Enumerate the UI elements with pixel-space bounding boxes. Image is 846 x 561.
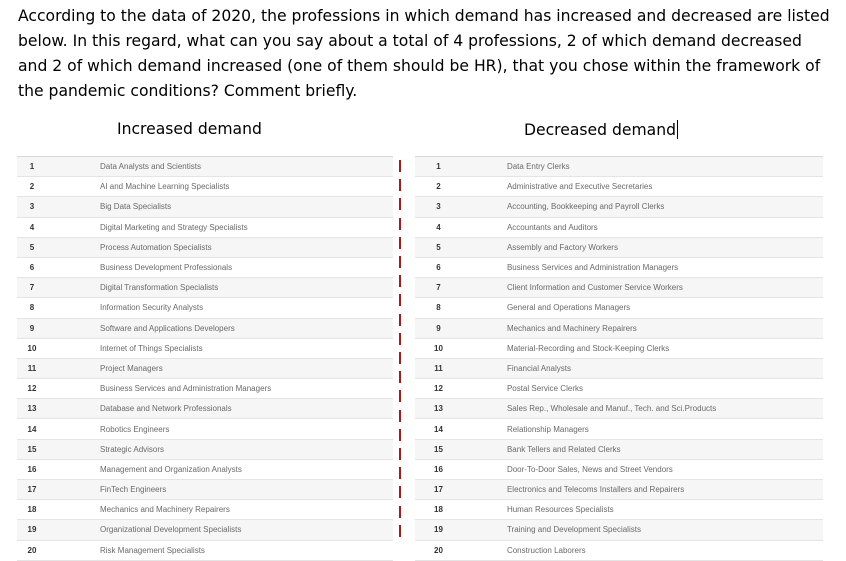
rank-number: 4	[29, 222, 35, 232]
divider-mark	[399, 390, 401, 402]
rank-number: 12	[27, 384, 37, 394]
profession-name: Strategic Advisors	[100, 444, 165, 454]
table-row	[17, 278, 393, 298]
table-row	[415, 520, 823, 540]
rank-number: 8	[29, 303, 35, 313]
rank-number: 16	[434, 464, 443, 474]
profession-name: Human Resources Specialists	[506, 505, 614, 515]
profession-name: Construction Laborers	[506, 545, 586, 555]
divider-mark	[399, 314, 401, 326]
rank-number: 19	[27, 525, 37, 535]
increased-demand-table	[17, 156, 393, 561]
rank-number: 14	[27, 424, 37, 434]
profession-name: General and Operations Managers	[506, 303, 631, 313]
rank-number: 20	[434, 545, 443, 555]
divider-mark	[399, 179, 401, 191]
profession-name: Accountants and Auditors	[506, 222, 598, 232]
divider-mark	[399, 275, 401, 287]
profession-name: Big Data Specialists	[100, 202, 172, 212]
rank-number: 7	[29, 283, 35, 293]
rank-number: 13	[27, 404, 37, 414]
table-row	[17, 379, 393, 399]
rank-number: 13	[434, 404, 443, 414]
rank-number: 15	[434, 444, 443, 454]
profession-name: Risk Management Specialists	[100, 545, 205, 555]
profession-name: Administrative and Executive Secretaries	[506, 182, 653, 192]
rank-number: 12	[434, 384, 443, 394]
divider-mark	[399, 371, 401, 383]
divider-mark	[399, 486, 401, 498]
rank-number: 11	[27, 363, 37, 373]
table-row	[415, 258, 823, 278]
table-row	[17, 218, 393, 238]
rank-number: 9	[29, 323, 35, 333]
table-row	[415, 278, 823, 298]
profession-name: Internet of Things Specialists	[100, 343, 203, 353]
table-row	[415, 399, 823, 419]
rank-number: 17	[434, 485, 443, 495]
table-row	[415, 460, 823, 480]
table-row	[415, 218, 823, 238]
profession-name: Business Development Professionals	[100, 263, 233, 273]
divider-mark	[399, 237, 401, 249]
rank-number: 9	[436, 323, 441, 333]
profession-name: Financial Analysts	[506, 363, 571, 373]
rank-number: 10	[434, 343, 443, 353]
divider-mark	[399, 410, 401, 422]
profession-name: Material-Recording and Stock-Keeping Clerks	[506, 343, 670, 353]
divider-mark	[399, 525, 401, 537]
divider-mark	[399, 160, 401, 172]
rank-number: 17	[27, 485, 37, 495]
profession-name: Data Analysts and Scientists	[100, 162, 201, 172]
divider-mark	[399, 294, 401, 306]
rank-number: 2	[29, 182, 35, 192]
table-row	[17, 359, 393, 379]
table-row	[17, 460, 393, 480]
table-row	[415, 298, 823, 318]
table-row	[17, 480, 393, 500]
rank-number: 2	[436, 182, 441, 192]
profession-name: Business Services and Administration Managers	[100, 384, 272, 394]
rank-number: 3	[29, 202, 35, 212]
profession-name: Software and Applications Developers	[100, 323, 235, 333]
rank-number: 11	[434, 363, 443, 373]
profession-name: Sales Rep., Wholesale and Manuf., Tech. and Sci.Products	[506, 404, 717, 414]
rank-number: 1	[29, 162, 35, 172]
rank-number: 18	[27, 505, 37, 515]
divider-mark	[399, 218, 401, 230]
rank-number: 18	[434, 505, 443, 515]
profession-name: Digital Marketing and Strategy Specialists	[100, 222, 248, 232]
decreased-demand-table	[415, 156, 823, 561]
profession-name: Database and Network Professionals	[100, 404, 232, 414]
rank-number: 8	[436, 303, 441, 313]
rank-number: 5	[436, 242, 441, 252]
table-row	[415, 177, 823, 197]
profession-name: Relationship Managers	[506, 424, 589, 434]
divider-mark	[399, 333, 401, 345]
table-row	[17, 399, 393, 419]
profession-name: Project Managers	[100, 363, 163, 373]
profession-name: Information Security Analysts	[100, 303, 204, 313]
rank-number: 14	[434, 424, 443, 434]
table-row	[415, 379, 823, 399]
table-row	[415, 500, 823, 520]
rank-number: 4	[436, 222, 441, 232]
rank-number: 1	[436, 162, 441, 172]
rank-number: 20	[27, 545, 37, 555]
profession-name: Mechanics and Machinery Repairers	[100, 505, 230, 515]
table-row	[17, 238, 393, 258]
profession-name: Bank Tellers and Related Clerks	[506, 444, 621, 454]
divider-mark	[399, 198, 401, 210]
profession-name: Client Information and Customer Service Workers	[506, 283, 683, 293]
profession-name: Data Entry Clerks	[506, 162, 570, 172]
profession-name: AI and Machine Learning Specialists	[100, 182, 230, 192]
question-text: According to the data of 2020, the professions in which demand has increased and decreased are listed below. In this regard, what can you say about a total of 4 professions, 2 of which demand decreased and 2 of which demand increased (one of them should be HR), that you chose within the framework of the pandemic conditions? Comment briefly.	[18, 7, 830, 100]
table-row	[17, 419, 393, 439]
profession-name: Assembly and Factory Workers	[506, 242, 618, 252]
table-row	[415, 419, 823, 439]
table-row	[415, 480, 823, 500]
profession-name: Mechanics and Machinery Repairers	[506, 323, 637, 333]
rank-number: 10	[27, 343, 37, 353]
divider-mark	[399, 506, 401, 518]
table-row	[17, 520, 393, 540]
rank-number: 19	[434, 525, 443, 535]
profession-name: Digital Transformation Specialists	[100, 283, 219, 293]
table-row	[17, 319, 393, 339]
rank-number: 6	[436, 263, 441, 273]
table-row	[17, 258, 393, 278]
decreased-heading-text: Decreased demand	[524, 121, 676, 139]
table-row	[17, 298, 393, 318]
table-row	[17, 339, 393, 359]
profession-name: FinTech Engineers	[100, 485, 167, 495]
profession-name: Electronics and Telecoms Installers and Repairers	[506, 485, 685, 495]
table-row	[17, 156, 393, 177]
rank-number: 5	[29, 242, 35, 252]
profession-name: Postal Service Clerks	[506, 384, 583, 394]
profession-name: Organizational Development Specialists	[100, 525, 242, 535]
divider-mark	[399, 256, 401, 268]
increased-demand-heading	[117, 120, 262, 138]
divider-mark	[399, 467, 401, 479]
rank-number: 6	[29, 263, 35, 273]
profession-name: Training and Development Specialists	[506, 525, 641, 535]
table-row	[17, 197, 393, 217]
table-row	[415, 319, 823, 339]
table-row	[415, 238, 823, 258]
table-row	[415, 156, 823, 177]
table-row	[415, 440, 823, 460]
text-cursor	[677, 120, 678, 139]
divider-mark	[399, 448, 401, 460]
rank-number: 16	[27, 464, 37, 474]
table-row	[17, 440, 393, 460]
table-row	[415, 197, 823, 217]
profession-name: Door-To-Door Sales, News and Street Vendors	[506, 464, 673, 474]
profession-name: Accounting, Bookkeeping and Payroll Clerks	[506, 202, 665, 212]
increased-heading-text: Increased demand	[117, 120, 262, 138]
decreased-demand-heading	[524, 120, 678, 139]
table-row	[17, 500, 393, 520]
divider-mark	[399, 352, 401, 364]
rank-number: 3	[436, 202, 441, 212]
profession-name: Management and Organization Analysts	[100, 464, 242, 474]
divider-mark	[399, 429, 401, 441]
rank-number: 15	[27, 444, 37, 454]
profession-name: Process Automation Specialists	[100, 242, 212, 252]
table-row	[415, 359, 823, 379]
rank-number: 7	[436, 283, 441, 293]
table-row	[415, 339, 823, 359]
profession-name: Business Services and Administration Managers	[506, 263, 679, 273]
table-row	[17, 177, 393, 197]
profession-name: Robotics Engineers	[100, 424, 170, 434]
